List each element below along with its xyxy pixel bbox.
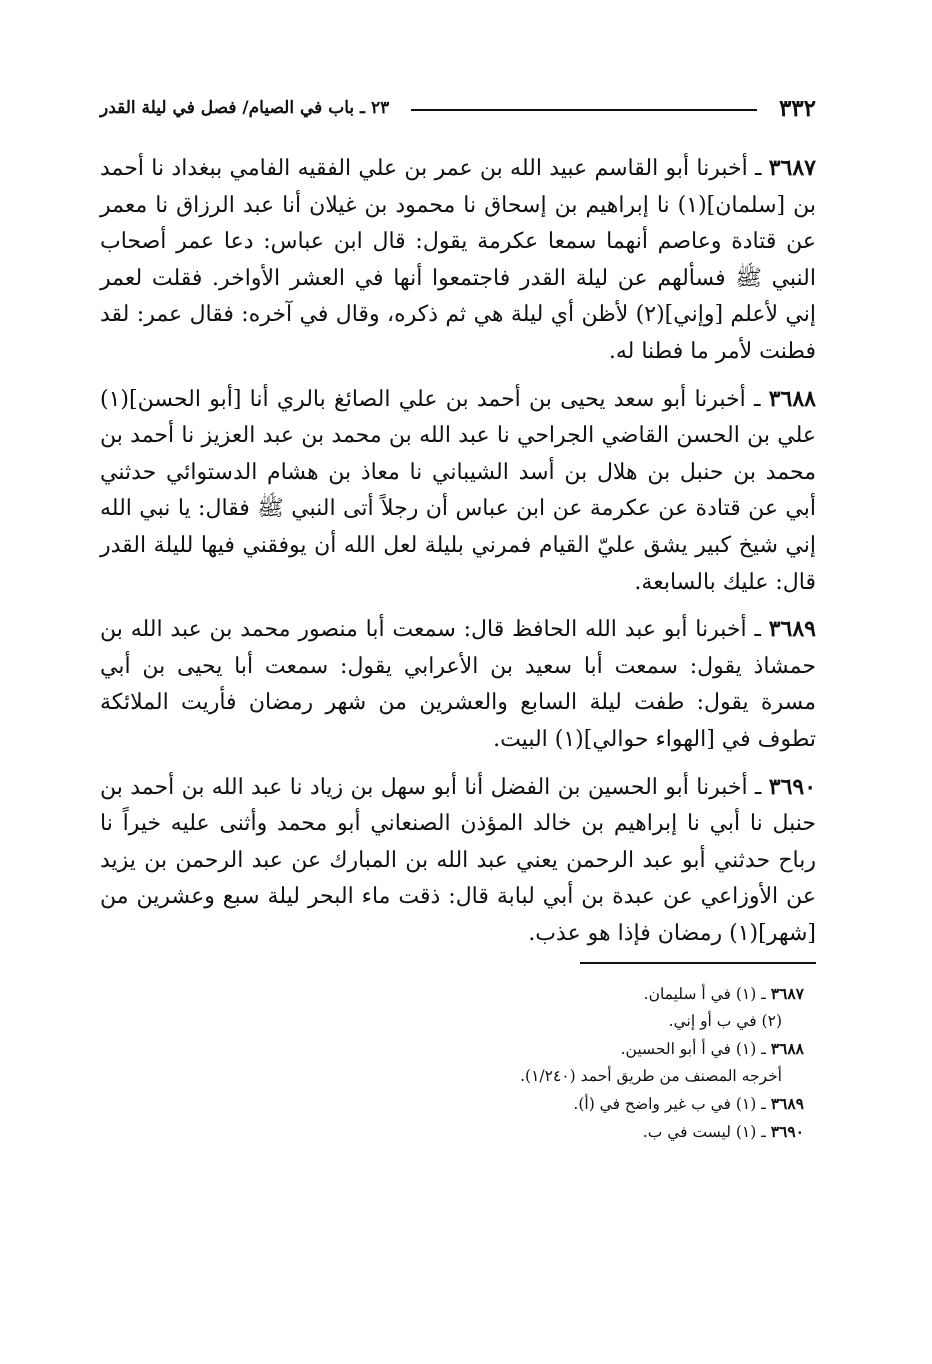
hadith-number: ٣٦٩٠: [768, 773, 817, 800]
hadith-text: ـ أخبرنا أبو الحسين بن الفضل أنا أبو سهل بن زياد نا عبد الله بن أحمد بن حنبل نا أبي نا إبراهيم بن خالد المؤذن الصنعاني أبو محمد وأثنى عليه خيراً نا رباح حدثني أبو عبد الرحمن يعني عبد الله بن المبارك عن عبد الرحمن بن يزيد عن الأوزاعي عن عبدة بن أبي لبابة قال: ذقت ماء البحر ليلة سبع وعشرين من [شهر](١) رمضان فإذا هو عذب.: [100, 774, 816, 946]
footnote-text: ـ (١) ليست في ب.: [642, 1123, 766, 1142]
hadith-paragraph: [100, 611, 816, 758]
hadith-paragraph: [100, 381, 816, 602]
footnote-separator: [580, 962, 816, 964]
footnote-ref-number: ٣٦٩٠: [770, 1122, 804, 1142]
footnote-text: ـ (١) في ب غير واضح في (أ).: [573, 1095, 766, 1114]
hadith-paragraph: [100, 150, 816, 371]
footnote-text: (٢) في ب أو إني.: [668, 1012, 782, 1031]
footnote-line: [100, 980, 804, 1008]
footnote-line: [100, 1118, 804, 1146]
footnote-line: [100, 1008, 782, 1035]
footnote-line: [100, 1090, 804, 1118]
footnote-ref-number: ٣٦٨٧: [770, 984, 804, 1004]
footnotes: [100, 980, 804, 1146]
page-number: ٣٣٢: [778, 94, 816, 122]
hadith-text: ـ أخبرنا أبو عبد الله الحافظ قال: سمعت أبا منصور محمد بن عبد الله بن حمشاذ يقول: سمعت أبا سعيد بن الأعرابي يقول: سمعت أبا يحيى بن أبي مسرة يقول: طفت ليلة السابع والعشرين من شهر رمضان فأريت الملائكة تطوف في [الهواء حوالي](١) البيت.: [100, 617, 816, 752]
footnote-line: [100, 1063, 782, 1090]
footnote-line: [100, 1035, 804, 1063]
running-title: ٢٣ ـ باب في الصيام/ فصل في ليلة القدر: [100, 98, 390, 118]
hadith-number: ٣٦٨٧: [768, 155, 816, 181]
footnote-text: ـ (١) في أ أبو الحسين.: [620, 1040, 766, 1059]
footnote-text: ـ (١) في أ سليمان.: [643, 985, 766, 1004]
page-header: [100, 92, 816, 124]
header-rule: [411, 109, 757, 111]
hadith-text: ـ أخبرنا أبو سعد يحيى بن أحمد بن علي الصائغ بالري أنا [أبو الحسن](١) علي بن الحسن القاضي الجراحي نا عبد الله بن محمد بن عبد العزيز نا أحمد بن محمد بن حنبل بن هلال بن أسد الشيباني نا معاذ بن هشام الدستوائي حدثني أبي عن قتادة عن عكرمة عن ابن عباس أن رجلاً أتى النبي ﷺ فقال: يا نبي الله إني شيخ كبير يشق عليّ القيام فمرني بليلة لعل الله أن يوفقني فيها لليلة القدر قال: عليك بالسابعة.: [100, 386, 816, 595]
hadith-number: ٣٦٨٨: [768, 385, 816, 412]
book-page: [100, 92, 816, 1146]
footnote-ref-number: ٣٦٨٨: [770, 1039, 804, 1059]
footnote-text: أخرجه المصنف من طريق أحمد (١/٢٤٠).: [520, 1067, 782, 1086]
hadith-text: ـ أخبرنا أبو القاسم عبيد الله بن عمر بن علي الفقيه الفامي ببغداد نا أحمد بن [سلمان](١) نا إبراهيم بن إسحاق نا محمود بن غيلان أنا عبد الرزاق نا معمر عن قتادة وعاصم أنهما سمعا عكرمة يقول: قال ابن عباس: دعا عمر أصحاب النبي ﷺ فسألهم عن ليلة القدر فاجتمعوا أنها في العشر الأواخر. فقلت لعمر إني لأعلم [وإني](٢) لأظن أي ليلة هي ثم ذكره، وقال في آخره: فقال عمر: لقد فطنت لأمر ما فطنا له.: [100, 156, 816, 364]
hadith-number: ٣٦٨٩: [768, 616, 816, 643]
main-text: [100, 150, 816, 952]
hadith-paragraph: [100, 769, 816, 953]
footnote-ref-number: ٣٦٨٩: [770, 1094, 804, 1114]
